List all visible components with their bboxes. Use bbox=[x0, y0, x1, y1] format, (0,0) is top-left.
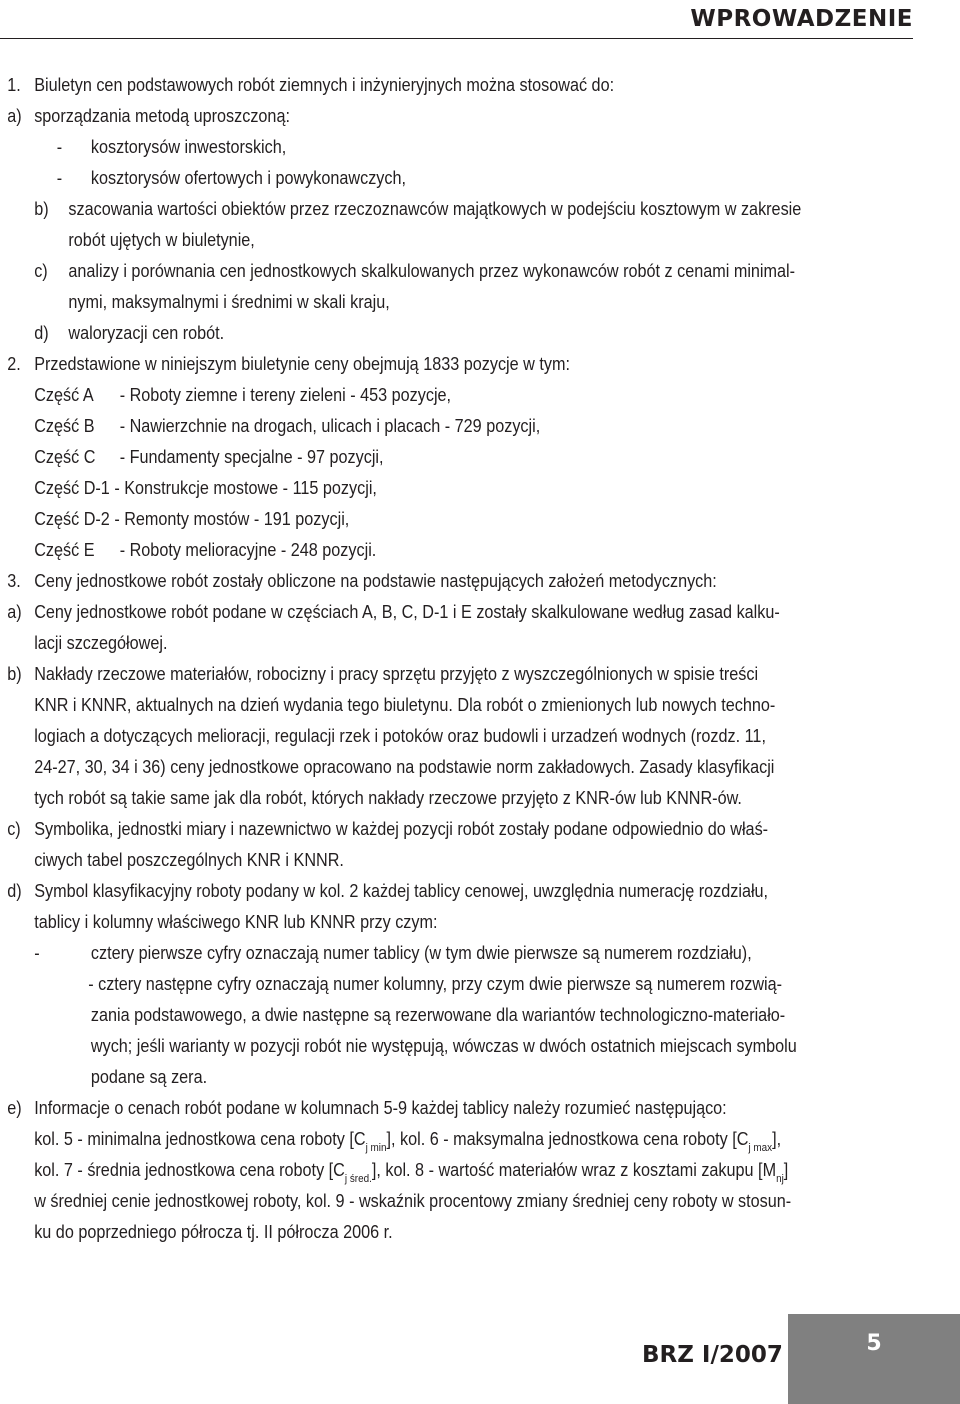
part-row-d1 bbox=[0, 473, 822, 504]
part-text: - Nawierzchnie na drogach, ulicach i placach - 729 pozycji, bbox=[119, 416, 541, 436]
part-label: Część E bbox=[34, 540, 95, 560]
section-1-intro: Biuletyn cen podstawowych robót ziemnych i inżynieryjnych można stosować do: bbox=[34, 75, 615, 95]
item-line: podane są zera. bbox=[90, 1067, 208, 1087]
text-part: ], kol. 8 - wartość materiałów wraz z kosztami zakupu [M bbox=[371, 1160, 777, 1180]
page-content bbox=[0, 70, 913, 1248]
part-row-e bbox=[0, 535, 822, 566]
part-text: - Roboty ziemne i tereny zieleni - 453 pozycje, bbox=[119, 385, 452, 405]
dash-bullet: - bbox=[56, 137, 63, 157]
item-label: b) bbox=[34, 199, 49, 219]
part-label: Część C bbox=[34, 447, 96, 467]
part-text: - Remonty mostów - 191 pozycji, bbox=[114, 509, 350, 529]
text-part: kol. 5 - minimalna jednostkowa cena roboty [C bbox=[34, 1129, 366, 1149]
section-3-intro: Ceny jednostkowe robót zostały obliczone na podstawie następujących założeń metodycznych: bbox=[34, 571, 717, 591]
subscript: j min bbox=[365, 1142, 387, 1154]
item-label: c) bbox=[7, 819, 21, 839]
section-2-intro: Przedstawione w niniejszym biuletynie ceny obejmują 1833 pozycje w tym: bbox=[34, 354, 570, 374]
item-text: kosztorysów ofertowych i powykonawczych, bbox=[90, 168, 407, 188]
item-line: tych robót są takie same jak dla robót, których nakłady rzeczowe przyjęto z KNR-ów lub KNNR-ów. bbox=[34, 788, 742, 808]
list-item bbox=[0, 194, 822, 256]
item-label: a) bbox=[7, 106, 22, 126]
text-part: ] bbox=[783, 1160, 789, 1180]
part-label: Część D-1 bbox=[34, 478, 110, 498]
item-line: - cztery następne cyfry oznaczają numer kolumny, przy czym dwie pierwsze są numerem rozwią- bbox=[88, 974, 783, 994]
part-label: Część B bbox=[34, 416, 95, 436]
item-line: wych; jeśli warianty w pozycji robót nie występują, wówczas w dwóch ostatnich miejscach symbolu bbox=[90, 1036, 797, 1056]
item-line: analizy i porównania cen jednostkowych skalkulowanych przez wykonawców robót z cenami minimal- bbox=[68, 261, 796, 281]
subscript: j śred. bbox=[344, 1173, 372, 1185]
list-item bbox=[0, 659, 822, 814]
item-label: a) bbox=[7, 602, 22, 622]
item-line: robót ujętych w biuletynie, bbox=[68, 230, 255, 250]
list-item bbox=[0, 1093, 822, 1248]
publication-label: BRZ I/2007 bbox=[642, 1342, 783, 1368]
list-item bbox=[0, 969, 822, 1093]
item-line: 24-27, 30, 34 i 36) ceny jednostkowe opracowano na podstawie norm zakładowych. Zasady klasyfikacji bbox=[34, 757, 775, 777]
item-label: d) bbox=[7, 881, 22, 901]
list-item bbox=[0, 256, 822, 318]
page-number: 5 bbox=[866, 1331, 882, 1356]
item-line: logiach a dotyczących melioracji, regulacji rzek i potoków oraz budowli i urzadzeń wodnych (rozdz. 11, bbox=[34, 726, 766, 746]
section-title: WPROWADZENIE bbox=[690, 6, 913, 32]
item-text: sporządzania metodą uproszczoną: bbox=[34, 106, 290, 126]
item-line: w średniej cenie jednostkowej roboty, kol. 9 - wskaźnik procentowy zmiany średniej ceny roboty w stosun- bbox=[34, 1191, 792, 1211]
list-item bbox=[0, 132, 822, 163]
list-item bbox=[0, 814, 822, 876]
text-part: ], kol. 6 - maksymalna jednostkowa cena roboty [C bbox=[386, 1129, 749, 1149]
item-line: ku do poprzedniego półrocza tj. II półrocza 2006 r. bbox=[34, 1222, 393, 1242]
item-line: Ceny jednostkowe robót podane w częściach A, B, C, D-1 i E zostały skalkulowane według zasad kalku- bbox=[34, 602, 780, 622]
item-line: Symbolika, jednostki miary i nazewnictwo w każdej pozycji robót zostały podane odpowiednio do właś- bbox=[34, 819, 769, 839]
list-item bbox=[0, 597, 822, 659]
section-3 bbox=[0, 566, 822, 597]
item-line: Symbol klasyfikacyjny roboty podany w kol. 2 każdej tablicy cenowej, uwzględnia numerację rozdziału, bbox=[34, 881, 769, 901]
page-number-box bbox=[788, 1314, 960, 1404]
part-text: - Konstrukcje mostowe - 115 pozycji, bbox=[114, 478, 377, 498]
item-line: ciwych tabel poszczególnych KNR i KNNR. bbox=[34, 850, 344, 870]
item-line: zania podstawowego, a dwie następne są rezerwowane dla wariantów technologiczno-materiało- bbox=[90, 1005, 786, 1025]
dash-bullet: - bbox=[34, 943, 40, 963]
item-line bbox=[34, 1124, 821, 1155]
item-text: waloryzacji cen robót. bbox=[68, 323, 225, 343]
text-part: ], bbox=[772, 1129, 782, 1149]
part-row-d2 bbox=[0, 504, 822, 535]
section-number: 1. bbox=[7, 75, 21, 95]
list-item bbox=[0, 101, 822, 132]
item-label: e) bbox=[7, 1098, 22, 1118]
subscript: nj bbox=[776, 1173, 784, 1185]
item-line: nymi, maksymalnymi i średnimi w skali kraju, bbox=[68, 292, 390, 312]
item-text: kosztorysów inwestorskich, bbox=[90, 137, 287, 157]
part-row-b bbox=[0, 411, 822, 442]
part-row-c bbox=[0, 442, 822, 473]
section-number: 3. bbox=[7, 571, 21, 591]
item-line: cztery pierwsze cyfry oznaczają numer tablicy (w tym dwie pierwsze są numerem rozdziału), bbox=[90, 943, 752, 963]
list-item bbox=[0, 876, 822, 938]
item-line: Informacje o cenach robót podane w kolumnach 5-9 każdej tablicy należy rozumieć następująco: bbox=[34, 1098, 727, 1118]
part-label: Część D-2 bbox=[34, 509, 110, 529]
text-part: kol. 7 - średnia jednostkowa cena roboty [C bbox=[34, 1160, 345, 1180]
list-item bbox=[0, 318, 822, 349]
section-1 bbox=[0, 70, 822, 101]
item-line: tablicy i kolumny właściwego KNR lub KNNR przy czym: bbox=[34, 912, 438, 932]
item-line: szacowania wartości obiektów przez rzeczoznawców majątkowych w podejściu kosztowym w zakresie bbox=[68, 199, 802, 219]
item-line bbox=[34, 1155, 821, 1186]
item-label: b) bbox=[7, 664, 22, 684]
subscript: j max bbox=[748, 1142, 773, 1154]
item-label: d) bbox=[34, 323, 49, 343]
section-2 bbox=[0, 349, 822, 380]
item-line: lacji szczegółowej. bbox=[34, 633, 168, 653]
item-label: c) bbox=[34, 261, 48, 281]
item-line: KNR i KNNR, aktualnych na dzień wydania tego biuletynu. Dla robót o zmienionych lub nowych techno- bbox=[34, 695, 776, 715]
item-line: Nakłady rzeczowe materiałów, robocizny i pracy sprzętu przyjęto z wyszczególnionych w spisie treści bbox=[34, 664, 759, 684]
part-text: - Roboty melioracyjne - 248 pozycji. bbox=[119, 540, 377, 560]
header-rule bbox=[0, 38, 913, 39]
part-text: - Fundamenty specjalne - 97 pozycji, bbox=[119, 447, 384, 467]
list-item bbox=[0, 163, 822, 194]
list-item bbox=[0, 938, 822, 969]
part-label: Część A bbox=[34, 385, 94, 405]
dash-bullet: - bbox=[56, 168, 63, 188]
section-number: 2. bbox=[7, 354, 21, 374]
part-row-a bbox=[0, 380, 822, 411]
